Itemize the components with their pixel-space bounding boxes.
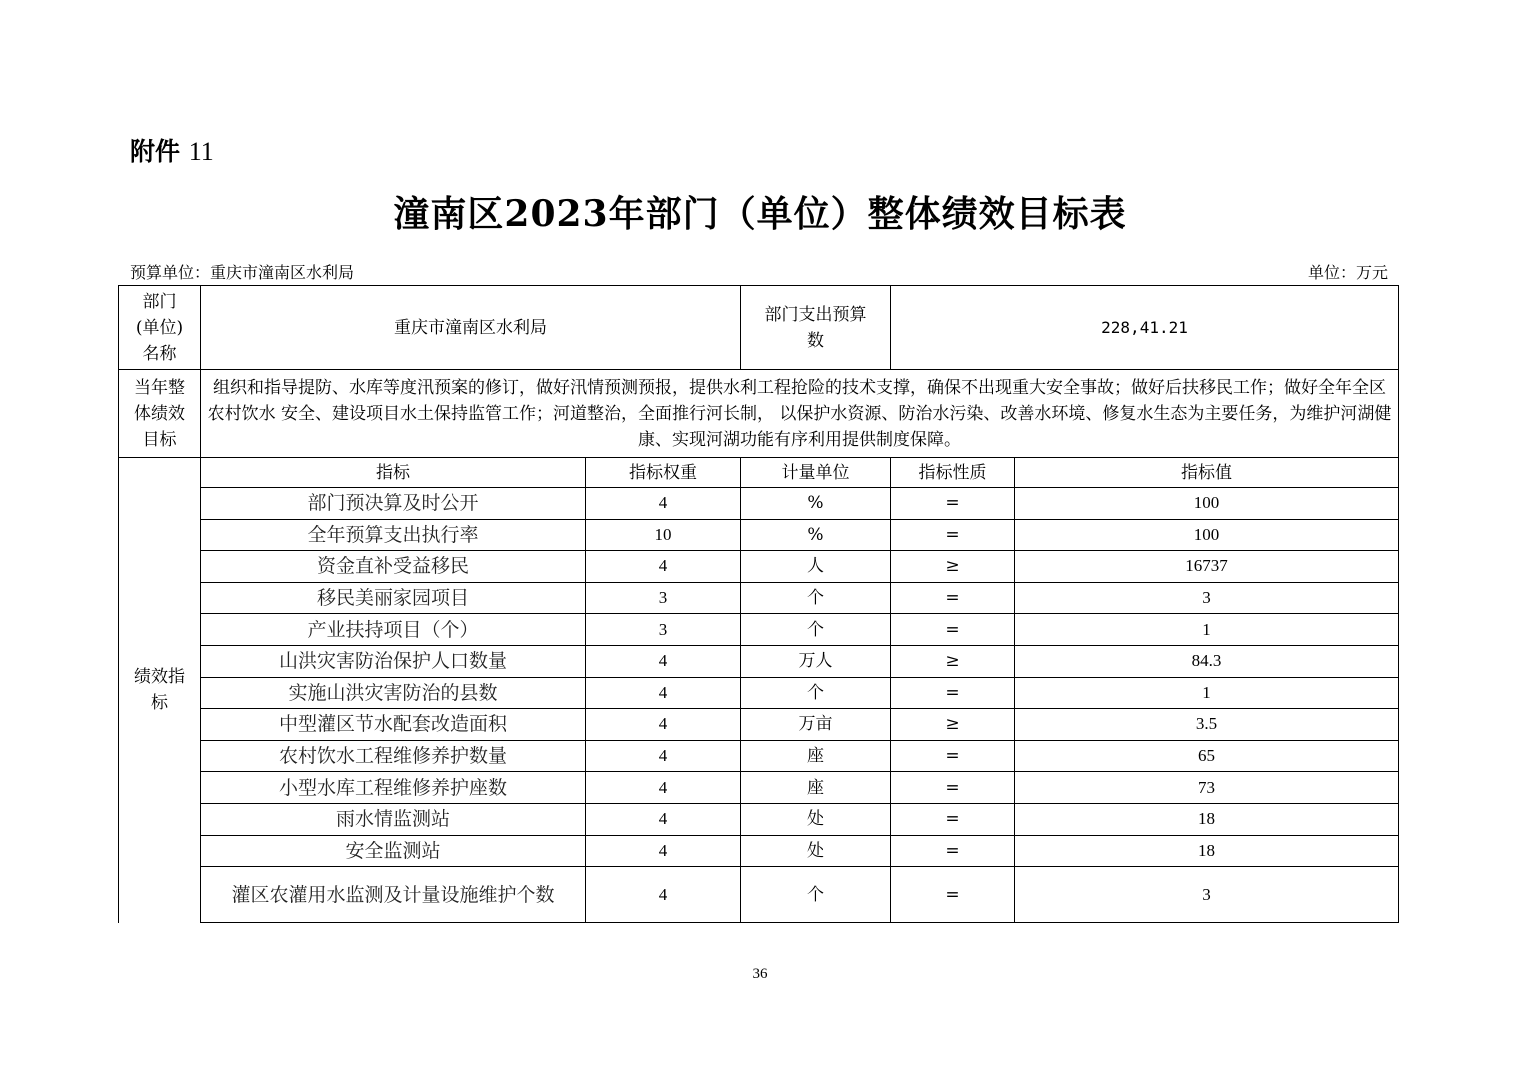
indicator-weight: 4 [586,803,741,835]
dept-label-line: 部门 [142,291,177,312]
dept-label-line: (单位) [135,317,184,338]
indicator-section-label-line: 绩效指 [134,667,185,688]
goal-label-line: 目标 [142,429,177,450]
indicator-weight: 4 [586,488,741,520]
indicator-unit: % [741,519,891,551]
budget-unit: 预算单位：重庆市潼南区水利局 [130,263,355,282]
indicator-name: 部门预决算及时公开 [201,488,586,520]
goal-label-cell [119,370,201,458]
indicator-section-label [119,458,201,923]
indicator-weight: 4 [586,645,741,677]
header-value: 指标值 [1015,458,1399,488]
header-unit: 计量单位 [741,458,891,488]
indicator-unit: 处 [741,835,891,867]
dept-label-line: 名称 [142,343,177,364]
table-row [119,677,1399,709]
indicator-nature: = [891,677,1015,709]
indicator-unit: 个 [741,677,891,709]
table-row [119,614,1399,646]
table-row [119,835,1399,867]
table-row [119,645,1399,677]
indicator-value: 1 [1015,614,1399,646]
indicator-nature: = [891,614,1015,646]
table-row [119,740,1399,772]
indicator-name: 灌区农灌用水监测及计量设施维护个数 [201,867,586,923]
indicator-nature: = [891,772,1015,804]
table-row [119,803,1399,835]
indicator-unit: 个 [741,867,891,923]
indicator-unit: 座 [741,772,891,804]
indicator-unit: 人 [741,551,891,583]
indicator-unit: 处 [741,803,891,835]
indicator-unit: 个 [741,582,891,614]
indicator-name: 实施山洪灾害防治的县数 [201,677,586,709]
indicator-nature: = [891,867,1015,923]
indicator-nature: = [891,519,1015,551]
indicator-value: 3 [1015,867,1399,923]
indicator-unit: 万人 [741,645,891,677]
indicator-nature: ≥ [891,551,1015,583]
indicator-name: 中型灌区节水配套改造面积 [201,709,586,741]
dept-label-cell [119,286,201,370]
indicator-value: 100 [1015,488,1399,520]
indicator-weight: 3 [586,614,741,646]
indicator-name: 小型水库工程维修养护座数 [201,772,586,804]
indicator-name: 山洪灾害防治保护人口数量 [201,645,586,677]
currency-unit: 单位：万元 [1307,263,1388,282]
table-row [119,709,1399,741]
indicator-header-row [119,458,1399,488]
budget-label-line: 数 [807,330,824,351]
indicator-value: 73 [1015,772,1399,804]
indicator-weight: 4 [586,772,741,804]
attachment-number: 11 [188,137,214,166]
table-row [119,582,1399,614]
indicator-nature: = [891,835,1015,867]
goal-text: 组织和指导提防、水库等度汛预案的修订，做好汛情预测预报，提供水利工程抢险的技术支撑，确保不出现重大安全事故；做好后扶移民工作；做好全年全区农村饮水 安全、建设项目水土保持监管工作；河道整治，全面推行河长制， 以保护水资源、防治水污染、改善水环境、修复水生态为主要任务，为维护河湖健康、实现河湖功能有序利用提供制度保障。 [201,370,1399,458]
indicator-unit: 万亩 [741,709,891,741]
indicator-section-label-line: 标 [151,693,168,714]
indicator-value: 18 [1015,803,1399,835]
budget-label-line: 部门支出预算 [764,304,867,325]
page-number: 36 [752,966,768,982]
indicator-nature: = [891,803,1015,835]
dept-row [119,286,1399,370]
indicator-unit: 座 [741,740,891,772]
indicator-name: 全年预算支出执行率 [201,519,586,551]
table-row [119,551,1399,583]
header-indicator: 指标 [201,458,586,488]
indicator-value: 3.5 [1015,709,1399,741]
indicator-nature: = [891,582,1015,614]
attachment-label-text: 附件 [130,137,181,166]
header-nature: 指标性质 [891,458,1015,488]
indicator-nature: = [891,740,1015,772]
indicator-nature: ≥ [891,645,1015,677]
attachment-label [130,132,214,168]
indicator-weight: 4 [586,835,741,867]
budget-value: 228,41.21 [891,286,1399,370]
indicator-name: 安全监测站 [201,835,586,867]
document-title: 潼南区2023年部门（单位）整体绩效目标表 [393,193,1127,235]
indicator-weight: 4 [586,677,741,709]
indicator-name: 移民美丽家园项目 [201,582,586,614]
indicator-weight: 4 [586,709,741,741]
indicator-value: 16737 [1015,551,1399,583]
indicator-weight: 3 [586,582,741,614]
table-row [119,519,1399,551]
indicator-name: 农村饮水工程维修养护数量 [201,740,586,772]
indicator-weight: 4 [586,740,741,772]
indicator-value: 84.3 [1015,645,1399,677]
indicator-weight: 4 [586,551,741,583]
indicator-value: 1 [1015,677,1399,709]
indicator-unit: % [741,488,891,520]
dept-name: 重庆市潼南区水利局 [201,286,741,370]
indicator-value: 3 [1015,582,1399,614]
indicator-name: 雨水情监测站 [201,803,586,835]
indicator-value: 65 [1015,740,1399,772]
indicator-value: 18 [1015,835,1399,867]
indicator-unit: 个 [741,614,891,646]
indicator-nature: ≥ [891,709,1015,741]
performance-table [118,285,1399,923]
header-weight: 指标权重 [586,458,741,488]
goal-row [119,370,1399,458]
table-row [119,867,1399,923]
goal-label-line: 体绩效 [134,403,185,424]
indicator-value: 100 [1015,519,1399,551]
table-row [119,488,1399,520]
indicator-weight: 10 [586,519,741,551]
indicator-weight: 4 [586,867,741,923]
budget-label-cell [741,286,891,370]
indicator-name: 资金直补受益移民 [201,551,586,583]
table-row [119,772,1399,804]
goal-label-line: 当年整 [134,377,185,398]
indicator-name: 产业扶持项目（个） [201,614,586,646]
indicator-nature: = [891,488,1015,520]
